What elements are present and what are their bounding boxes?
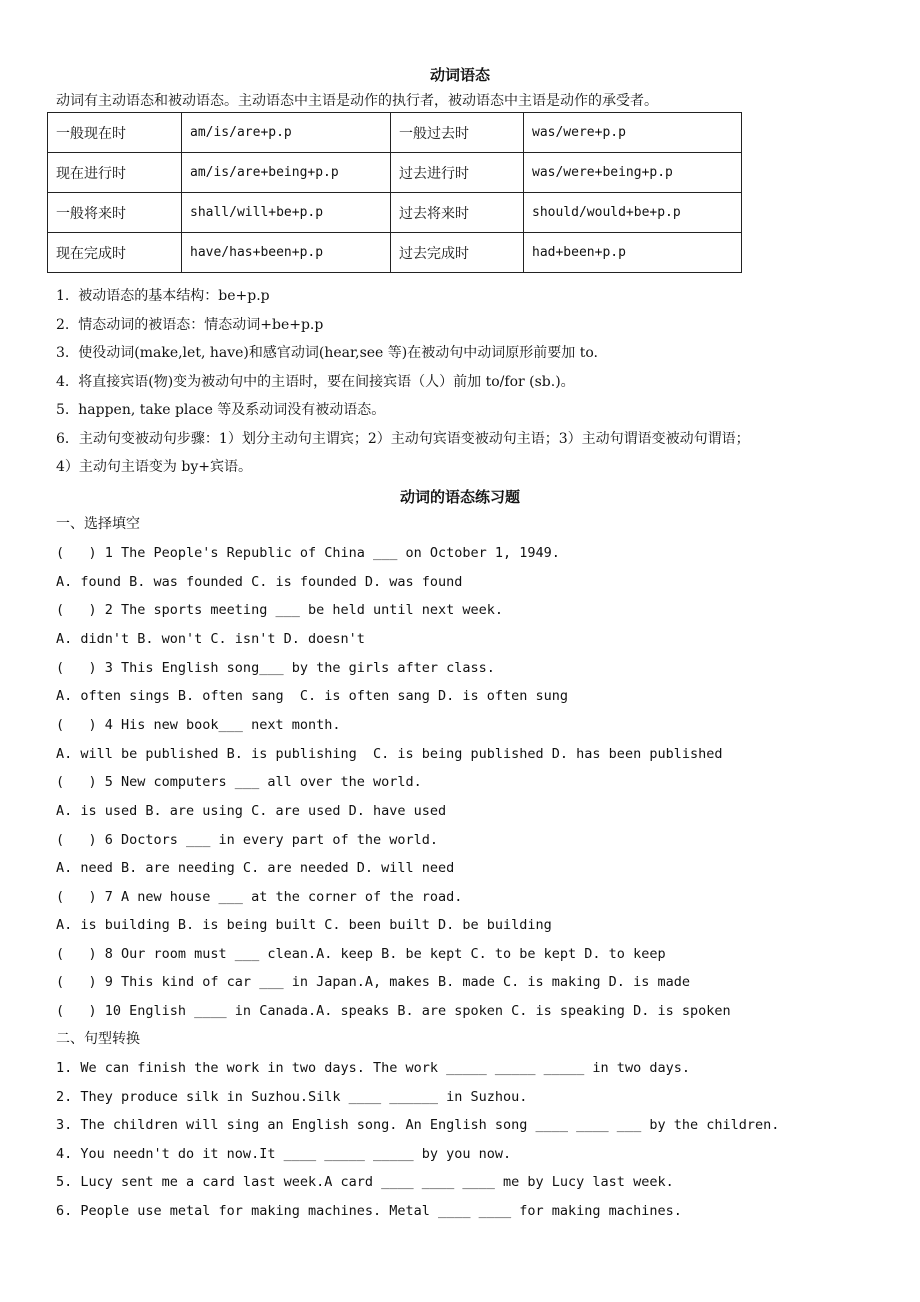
options-line: A. is used B. are using C. are used D. have used	[56, 803, 447, 819]
formula-cell: shall/will+be+p.p	[182, 193, 391, 233]
intro-text: 动词有主动语态和被动语态。主动语态中主语是动作的执行者，被动语态中主语是动作的承受者。	[56, 93, 658, 109]
formula-cell: am/is/are+being+p.p	[182, 153, 391, 193]
tense-cell: 一般将来时	[48, 193, 182, 233]
rule-item: 4. 将直接宾语(物)变为被动句中的主语时，要在间接宾语（人）前加 to/for (sb.)。	[56, 374, 575, 390]
section-heading: 二、句型转换	[56, 1031, 140, 1047]
rule-item: 5. happen, take place 等及系动词没有被动语态。	[56, 402, 386, 418]
options-line: A. found B. was founded C. is founded D. was found	[56, 574, 463, 590]
options-line: A. didn't B. won't C. isn't D. doesn't	[56, 631, 365, 647]
section-heading: 一、选择填空	[56, 516, 140, 532]
formula-cell: have/has+been+p.p	[182, 233, 391, 273]
rule-item: 4）主动句主语变为 by+宾语。	[56, 459, 252, 475]
question-line: ( ) 7 A new house ___ at the corner of the road.	[56, 889, 463, 905]
tense-cell: 过去完成时	[391, 233, 524, 273]
table-row	[48, 153, 742, 193]
page-title: 动词语态	[429, 66, 490, 84]
transform-item: 4. You needn't do it now.It ____ _____ _____ by you now.	[56, 1146, 512, 1162]
formula-cell: had+been+p.p	[524, 233, 742, 273]
table-row	[48, 233, 742, 273]
formula-cell: should/would+be+p.p	[524, 193, 742, 233]
question-line: ( ) 2 The sports meeting ___ be held until next week.	[56, 602, 504, 618]
question-line: ( ) 4 His new book___ next month.	[56, 717, 341, 733]
tense-cell: 过去将来时	[391, 193, 524, 233]
options-line: A. will be published B. is publishing C. is being published D. has been published	[56, 746, 723, 762]
rule-item: 2. 情态动词的被语态：情态动词+be+p.p	[56, 317, 324, 333]
table-row	[48, 113, 742, 153]
table-row	[48, 193, 742, 233]
question-line: ( ) 9 This kind of car ___ in Japan.A, makes B. made C. is making D. is made	[56, 974, 690, 990]
question-line: ( ) 8 Our room must ___ clean.A. keep B. be kept C. to be kept D. to keep	[56, 946, 666, 962]
tense-cell: 一般过去时	[391, 113, 524, 153]
tense-cell: 过去进行时	[391, 153, 524, 193]
question-line: ( ) 1 The People's Republic of China ___ on October 1, 1949.	[56, 545, 560, 561]
question-line: ( ) 6 Doctors ___ in every part of the world.	[56, 832, 439, 848]
tense-cell: 现在完成时	[48, 233, 182, 273]
transform-item: 2. They produce silk in Suzhou.Silk ____ ______ in Suzhou.	[56, 1089, 528, 1105]
options-line: A. often sings B. often sang C. is often sang D. is often sung	[56, 688, 569, 704]
voice-table	[47, 112, 742, 273]
tense-cell: 现在进行时	[48, 153, 182, 193]
exercise-title: 动词的语态练习题	[399, 488, 520, 506]
rule-item: 1. 被动语态的基本结构：be+p.p	[56, 288, 270, 304]
formula-cell: am/is/are+p.p	[182, 113, 391, 153]
rule-item: 6．主动句变被动句步骤：1）划分主动句主谓宾；2）主动句宾语变被动句主语；3）主动句谓语变被动句谓语；	[56, 431, 750, 447]
tense-cell: 一般现在时	[48, 113, 182, 153]
formula-cell: was/were+p.p	[524, 113, 742, 153]
options-line: A. is building B. is being built C. been built D. be building	[56, 917, 552, 933]
formula-cell: was/were+being+p.p	[524, 153, 742, 193]
question-line: ( ) 3 This English song___ by the girls after class.	[56, 660, 495, 676]
transform-item: 6. People use metal for making machines. Metal ____ ____ for making machines.	[56, 1203, 682, 1219]
options-line: A. need B. are needing C. are needed D. will need	[56, 860, 455, 876]
transform-item: 3. The children will sing an English song. An English song ____ ____ ___ by the children.	[56, 1117, 780, 1133]
rule-item: 3. 使役动词(make,let, have)和感官动词(hear,see 等)在被动句中动词原形前要加 to.	[56, 345, 598, 361]
question-line: ( ) 5 New computers ___ all over the world.	[56, 774, 422, 790]
transform-item: 5. Lucy sent me a card last week.A card ____ ____ ____ me by Lucy last week.	[56, 1174, 674, 1190]
transform-item: 1. We can finish the work in two days. The work _____ _____ _____ in two days.	[56, 1060, 690, 1076]
question-line: ( ) 10 English ____ in Canada.A. speaks B. are spoken C. is speaking D. is spoken	[56, 1003, 731, 1019]
